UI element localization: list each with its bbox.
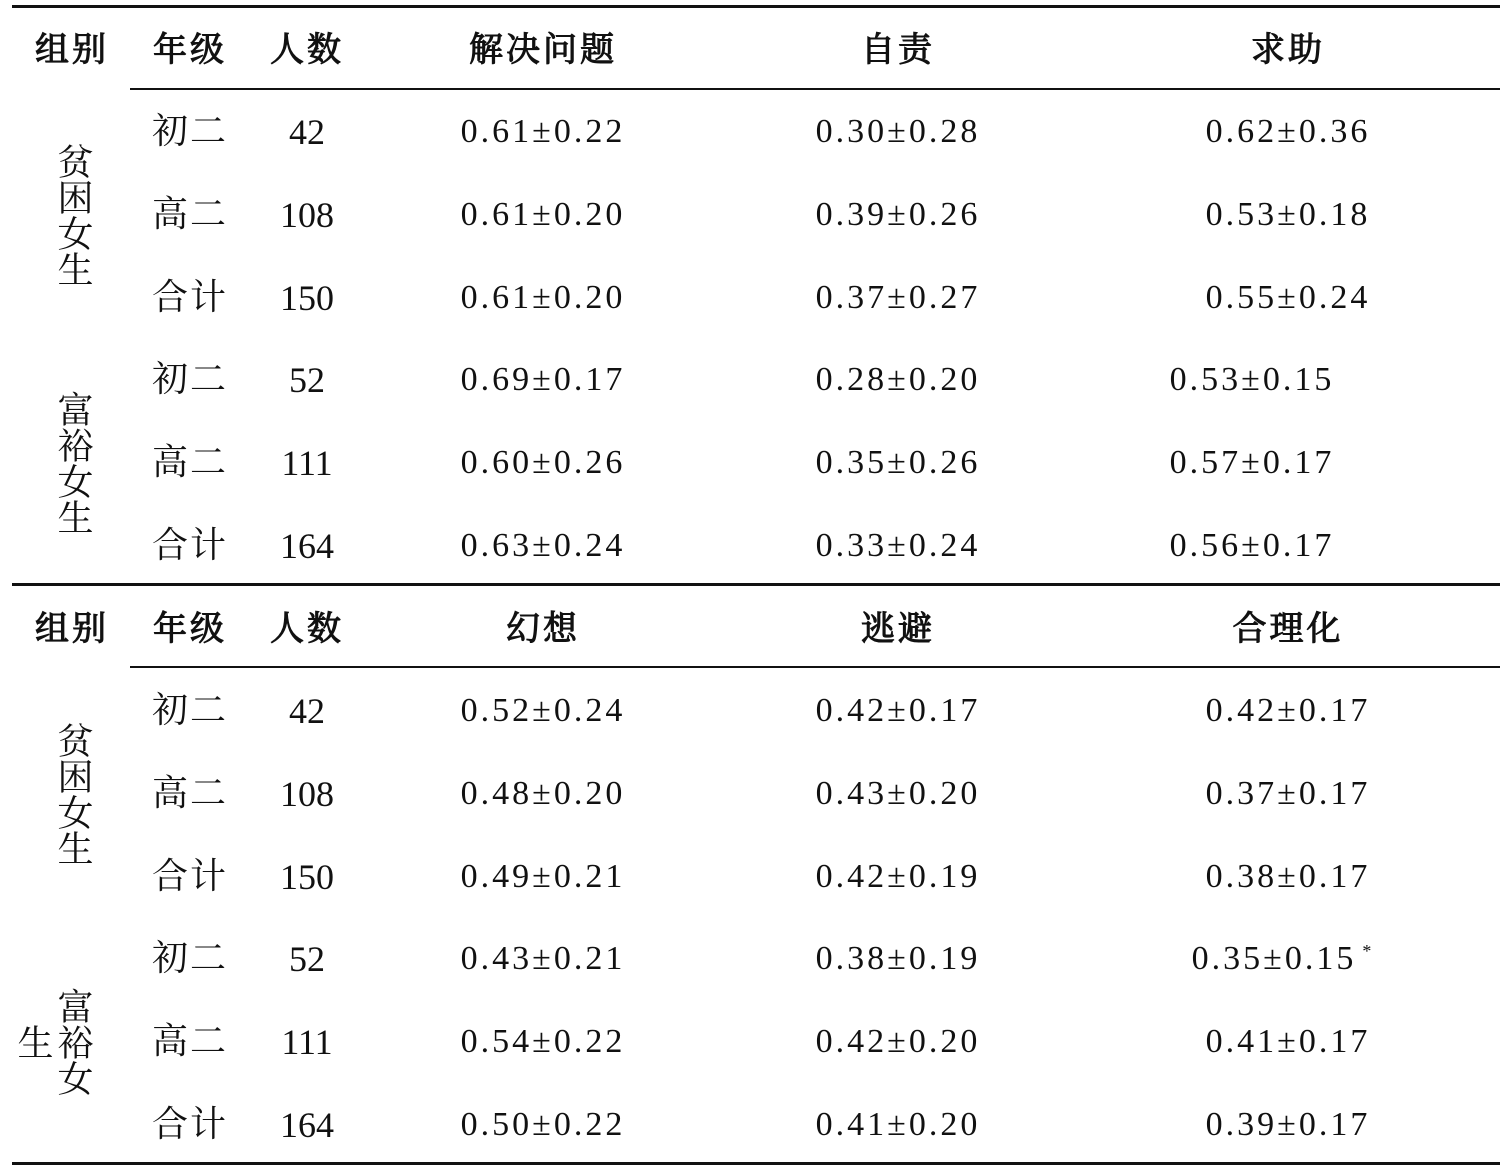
header-group: 组别 bbox=[35, 609, 109, 649]
value-text: 0.35±0.15 bbox=[1191, 940, 1357, 978]
count-cell: 108 bbox=[280, 195, 334, 235]
value-cell: 0.37±0.27 bbox=[815, 279, 981, 316]
group-label: 贫困女生 bbox=[52, 722, 93, 866]
count-cell: 111 bbox=[281, 1022, 333, 1062]
header-column: 幻想 bbox=[506, 609, 580, 649]
header-column: 自责 bbox=[861, 30, 935, 70]
grade-cell: 高二 bbox=[151, 194, 229, 235]
header-grade: 年级 bbox=[153, 609, 227, 649]
grade-cell: 合计 bbox=[151, 856, 229, 897]
value-cell: 0.41±0.17 bbox=[1205, 1023, 1371, 1060]
value-cell: 0.39±0.26 bbox=[815, 196, 981, 233]
value-cell: 0.50±0.22 bbox=[460, 1106, 626, 1143]
count-cell: 150 bbox=[280, 857, 334, 897]
value-cell: 0.33±0.24 bbox=[815, 527, 981, 564]
value-cell: 0.48±0.20 bbox=[460, 775, 626, 812]
header-group: 组别 bbox=[35, 30, 109, 70]
value-cell: 0.63±0.24 bbox=[460, 527, 626, 564]
group-label: 富裕女生 bbox=[52, 391, 93, 535]
header-rule-1 bbox=[130, 88, 1500, 90]
value-cell: 0.41±0.20 bbox=[815, 1106, 981, 1143]
grade-cell: 初二 bbox=[151, 938, 229, 979]
count-cell: 164 bbox=[280, 1105, 334, 1145]
value-cell: 0.43±0.20 bbox=[815, 775, 981, 812]
count-cell: 42 bbox=[289, 691, 325, 731]
group-label: 富裕女生 bbox=[12, 988, 93, 1096]
value-cell: 0.42±0.17 bbox=[1205, 692, 1371, 729]
value-cell: 0.42±0.19 bbox=[815, 858, 981, 895]
value-cell: 0.42±0.17 bbox=[815, 692, 981, 729]
value-cell: 0.69±0.17 bbox=[460, 361, 626, 398]
count-cell: 42 bbox=[289, 112, 325, 152]
header-count: 人数 bbox=[270, 30, 344, 70]
value-cell: 0.49±0.21 bbox=[460, 858, 626, 895]
grade-cell: 合计 bbox=[151, 525, 229, 566]
value-cell: 0.38±0.17 bbox=[1205, 858, 1371, 895]
value-cell: 0.60±0.26 bbox=[460, 444, 626, 481]
header-count: 人数 bbox=[270, 609, 344, 649]
header-column: 解决问题 bbox=[469, 30, 617, 70]
grade-cell: 高二 bbox=[151, 442, 229, 483]
count-cell: 150 bbox=[280, 278, 334, 318]
value-cell: 0.35±0.26 bbox=[815, 444, 981, 481]
header-grade: 年级 bbox=[153, 30, 227, 70]
value-cell: 0.61±0.20 bbox=[460, 279, 626, 316]
value-cell: 0.55±0.24 bbox=[1205, 279, 1371, 316]
table-top-rule bbox=[12, 5, 1500, 8]
grade-cell: 高二 bbox=[151, 1021, 229, 1062]
section-divider-rule bbox=[12, 583, 1500, 586]
value-cell: 0.52±0.24 bbox=[460, 692, 626, 729]
grade-cell: 合计 bbox=[151, 1104, 229, 1145]
value-cell: 0.62±0.36 bbox=[1205, 113, 1371, 150]
value-cell: 0.57±0.17 bbox=[1169, 444, 1335, 481]
value-cell: 0.56±0.17 bbox=[1169, 527, 1335, 564]
table-bottom-rule bbox=[12, 1162, 1500, 1165]
value-cell: 0.61±0.22 bbox=[460, 113, 626, 150]
grade-cell: 高二 bbox=[151, 773, 229, 814]
value-cell-marked bbox=[1192, 942, 1375, 976]
value-cell: 0.39±0.17 bbox=[1205, 1106, 1371, 1143]
count-cell: 52 bbox=[289, 360, 325, 400]
header-column: 逃避 bbox=[861, 609, 935, 649]
count-cell: 111 bbox=[281, 443, 333, 483]
group-label: 贫困女生 bbox=[52, 143, 93, 287]
value-cell: 0.61±0.20 bbox=[460, 196, 626, 233]
value-cell: 0.53±0.18 bbox=[1205, 196, 1371, 233]
significance-mark: * bbox=[1362, 940, 1375, 961]
value-cell: 0.54±0.22 bbox=[460, 1023, 626, 1060]
value-cell: 0.53±0.15 bbox=[1169, 361, 1335, 398]
grade-cell: 初二 bbox=[151, 359, 229, 400]
value-cell: 0.37±0.17 bbox=[1205, 775, 1371, 812]
value-cell: 0.28±0.20 bbox=[815, 361, 981, 398]
count-cell: 164 bbox=[280, 526, 334, 566]
header-rule-2 bbox=[130, 666, 1500, 668]
grade-cell: 初二 bbox=[151, 111, 229, 152]
grade-cell: 合计 bbox=[151, 277, 229, 318]
value-cell: 0.38±0.19 bbox=[815, 940, 981, 977]
count-cell: 52 bbox=[289, 939, 325, 979]
value-cell: 0.42±0.20 bbox=[815, 1023, 981, 1060]
grade-cell: 初二 bbox=[151, 690, 229, 731]
value-cell: 0.43±0.21 bbox=[460, 940, 626, 977]
header-column: 合理化 bbox=[1232, 609, 1344, 649]
count-cell: 108 bbox=[280, 774, 334, 814]
header-column: 求助 bbox=[1251, 30, 1325, 70]
value-cell: 0.30±0.28 bbox=[815, 113, 981, 150]
